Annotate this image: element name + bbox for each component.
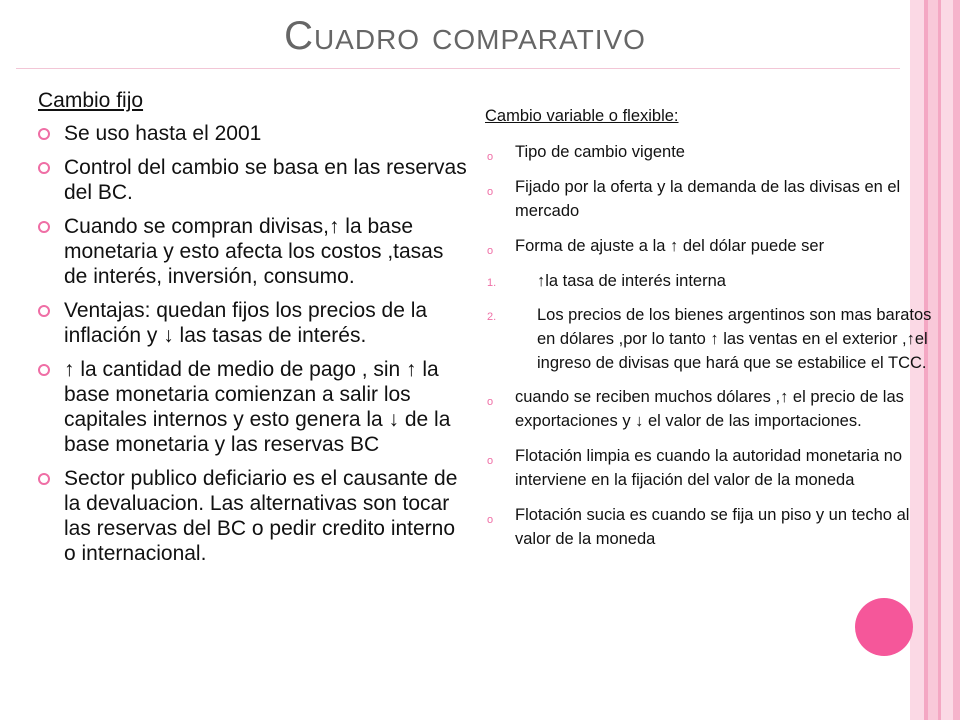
item-number: 2. (487, 311, 497, 323)
numbered-item (485, 269, 947, 293)
stripe (953, 0, 960, 720)
list-item-text: Flotación limpia es cuando la autoridad monetaria no interviene en la fijación del valor de la moneda (515, 447, 903, 489)
circle-bullet-icon: o (487, 245, 494, 257)
list-item-text: Control del cambio se basa en las reservas del BC. (64, 156, 467, 204)
ring-bullet-icon (38, 364, 50, 376)
circle-bullet-icon: o (487, 455, 494, 467)
list-item-text: Cuando se compran divisas,↑ la base monetaria y esto afecta los costos ,tasas de interés, inversión, consumo. (64, 215, 444, 288)
list-item (38, 155, 468, 205)
fixed-exchange-heading: Cambio fijo (38, 89, 144, 112)
ring-bullet-icon (38, 305, 50, 317)
list-item-text: Los precios de los bienes argentinos son mas baratos en dólares ,por lo tanto ↑ las ventas en el exterior ,↑el ingreso de divisas que hará que se estabilice el TCC. (537, 306, 932, 372)
circle-bullet-icon: o (487, 396, 494, 408)
list-item (485, 503, 947, 551)
ring-bullet-icon (38, 473, 50, 485)
list-item (38, 357, 468, 457)
list-item-text: Se uso hasta el 2001 (64, 122, 262, 145)
list-item-text: ↑ la cantidad de medio de pago , sin ↑ la base monetaria comienzan a salir los capitales internos y esto genera la ↓ de la base monetaria y las reservas BC (64, 358, 451, 456)
list-item-text: Tipo de cambio vigente (515, 143, 685, 161)
list-item (38, 214, 468, 289)
flexible-exchange-column (485, 104, 947, 562)
circle-bullet-icon: o (487, 514, 494, 526)
list-item (485, 234, 947, 258)
ring-bullet-icon (38, 221, 50, 233)
list-item-text: Flotación sucia es cuando se fija un piso y un techo al valor de la moneda (515, 506, 910, 548)
ring-bullet-icon (38, 162, 50, 174)
circle-bullet-icon: o (487, 186, 494, 198)
numbered-item (485, 303, 947, 375)
slide-title: Cuadro comparativo (284, 14, 646, 58)
list-item (485, 140, 947, 164)
decorative-circle (855, 598, 913, 656)
list-item-text: ↑la tasa de interés interna (537, 272, 726, 290)
item-number: 1. (487, 277, 497, 289)
fixed-exchange-column (38, 88, 468, 575)
list-item-text: Fijado por la oferta y la demanda de las divisas en el mercado (515, 178, 901, 220)
list-item-text: Sector publico deficiario es el causante de la devaluacion. Las alternativas son tocar las reservas del BC o pedir credito interno o internacional. (64, 467, 458, 565)
list-item (38, 466, 468, 566)
ring-bullet-icon (38, 128, 50, 140)
list-item-text: Ventajas: quedan fijos los precios de la inflación y ↓ las tasas de interés. (64, 299, 428, 347)
flexible-exchange-heading: Cambio variable o flexible: (485, 107, 679, 125)
list-item (485, 385, 947, 433)
list-item (38, 121, 468, 146)
circle-bullet-icon: o (487, 151, 494, 163)
list-item (485, 175, 947, 223)
flexible-exchange-list (485, 140, 947, 551)
list-item-text: Forma de ajuste a la ↑ del dólar puede ser (515, 237, 825, 255)
fixed-exchange-list (38, 121, 468, 566)
title-divider (16, 68, 900, 69)
list-item (38, 298, 468, 348)
list-item-text: cuando se reciben muchos dólares ,↑ el precio de las exportaciones y ↓ el valor de las importaciones. (515, 388, 904, 430)
list-item (485, 444, 947, 492)
